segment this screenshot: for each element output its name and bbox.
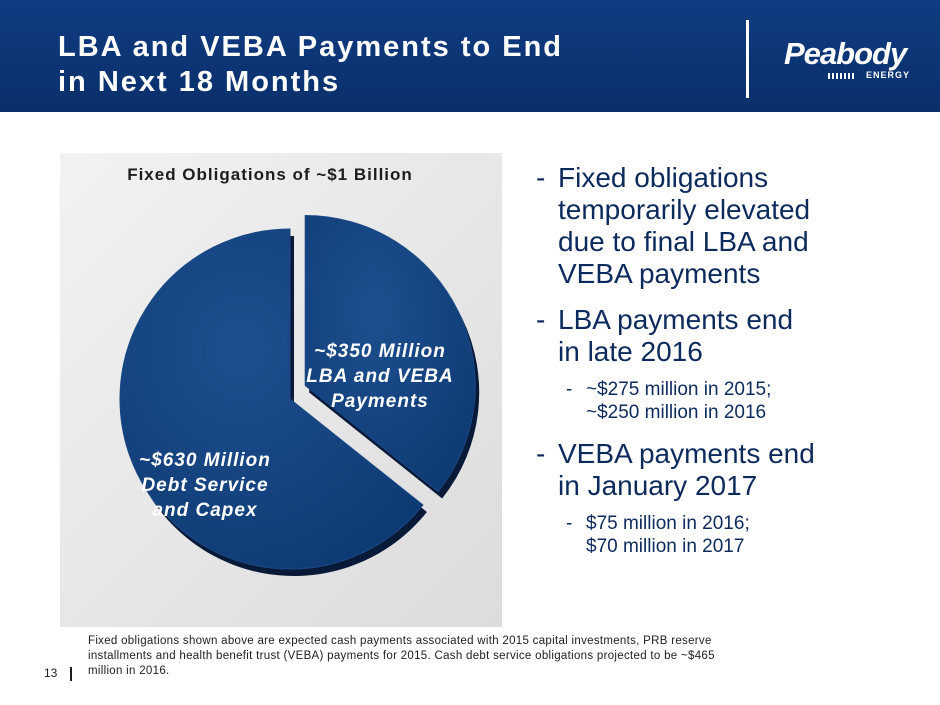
slide-title-line-2: in Next 18 Months: [58, 66, 341, 98]
slide-title-line-1: LBA and VEBA Payments to End: [58, 31, 564, 63]
sub-bullet-line-2: ~$250 million in 2016: [586, 402, 767, 423]
bullet-item-3: [536, 438, 926, 502]
bullet-item-2-line-1: LBA payments end: [558, 304, 794, 335]
slide-title: [58, 30, 678, 100]
bullet-item-1: [536, 162, 926, 290]
peabody-logo: [784, 38, 912, 82]
bullet-dash-icon: -: [536, 304, 546, 335]
sub-bullet-line-1: ~$275 million in 2015;: [586, 379, 772, 400]
header-banner: [0, 0, 940, 112]
pie-slice-label-2-line-2: Debt Service: [141, 475, 269, 496]
bullet-item-1-line-1: Fixed obligations: [558, 162, 769, 193]
page-number: 13: [44, 666, 58, 680]
sub-bullet-line-2: $70 million in 2017: [586, 536, 745, 557]
bullet-list: [536, 162, 926, 572]
header-divider: [746, 20, 749, 98]
logo-wordmark: Peabody: [784, 36, 907, 71]
sub-bullet-item-2-1: [566, 378, 926, 424]
bullet-item-1-line-2: temporarily elevated: [558, 194, 811, 225]
bullet-item-2: [536, 304, 926, 368]
footnote-line-1: Fixed obligations shown above are expected cash payments associated with 2015 capital investments, PRB reserve: [88, 635, 712, 647]
bullet-item-1-line-4: VEBA payments: [558, 258, 761, 289]
pie-slice-label-1-line-2: LBA and VEBA: [306, 366, 454, 387]
pie-slice-label-1-line-3: Payments: [331, 391, 429, 412]
pie-slice-label-2-line-3: and Capex: [152, 500, 258, 521]
chart-title: Fixed Obligations of ~$1 Billion: [127, 165, 413, 184]
bullet-item-3-line-1: VEBA payments end: [558, 438, 815, 469]
sub-bullet-item-3-1: [566, 512, 926, 558]
sub-bullet-dash-icon: -: [566, 379, 573, 400]
bullet-item-1-line-3: due to final LBA and: [558, 226, 809, 257]
page-number-divider: [70, 667, 72, 681]
chart-panel: [60, 153, 502, 627]
logo-bars-icon: [828, 73, 856, 79]
bullet-item-3-line-2: in January 2017: [558, 470, 758, 501]
footnote-line-3: million in 2016.: [88, 665, 170, 677]
pie-slice-label-2: [139, 450, 271, 521]
sub-bullet-line-1: $75 million in 2016;: [586, 513, 750, 534]
pie-slice-label-1-line-1: ~$350 Million: [314, 341, 446, 362]
sub-bullet-dash-icon: -: [566, 513, 573, 534]
footnote-line-2: installments and health benefit trust (VEBA) payments for 2015. Cash debt service obligations projected to be ~$465: [88, 650, 715, 662]
bullet-dash-icon: -: [536, 438, 546, 469]
footnote: [88, 634, 888, 679]
pie-slice-label-2-line-1: ~$630 Million: [139, 450, 271, 471]
logo-subtitle: ENERGY: [865, 70, 910, 80]
pie-chart: [60, 153, 502, 627]
bullet-item-2-line-2: in late 2016: [558, 336, 703, 367]
bullet-dash-icon: -: [536, 162, 546, 193]
